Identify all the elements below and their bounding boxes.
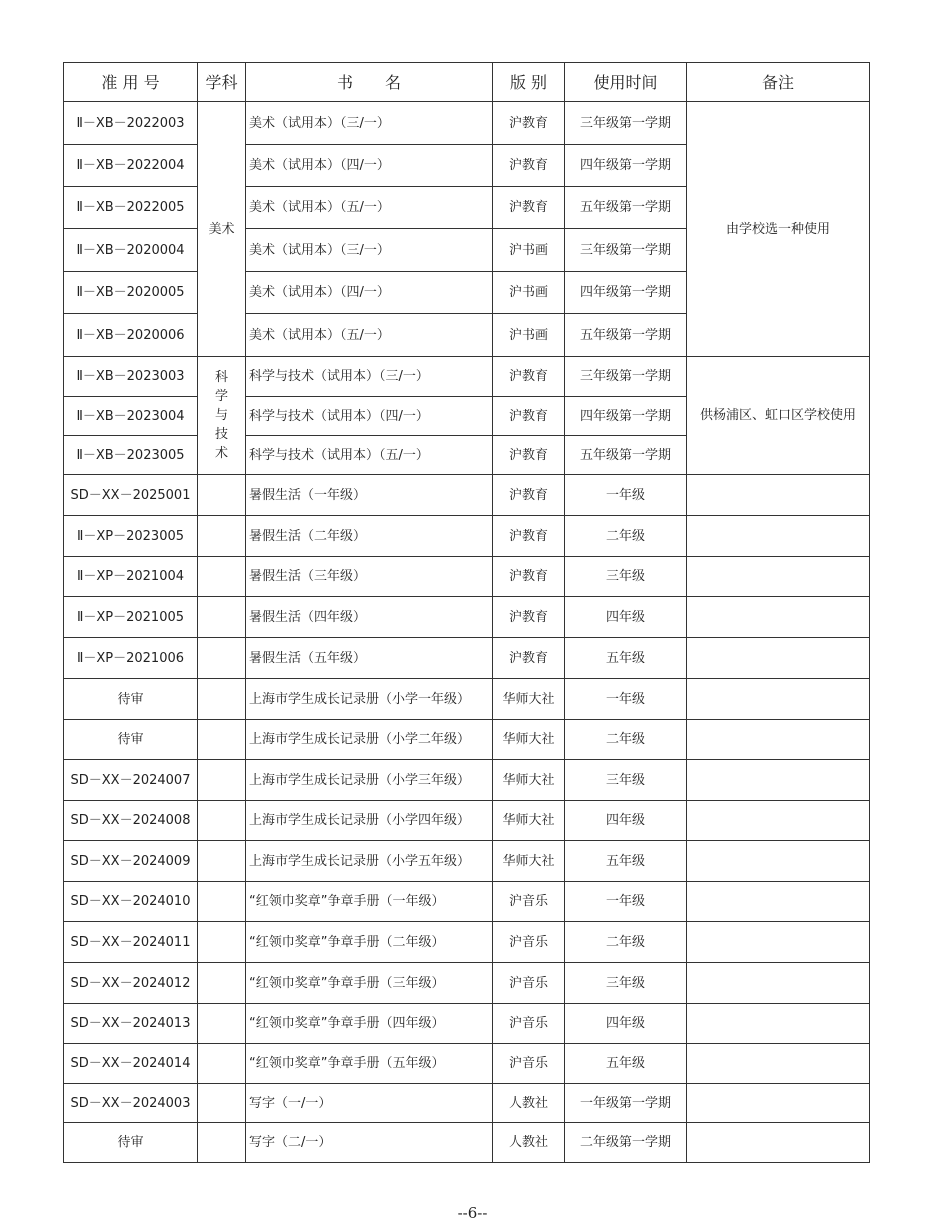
cell-code: SD－XX－2024010 [64,882,198,922]
header-title: 书 名 [246,63,493,102]
cell-time: 二年级 [565,516,687,557]
cell-title: “红领巾奖章”争章手册（五年级） [246,1044,493,1084]
cell-edition: 沪书画 [493,229,565,272]
cell-time: 五年级第一学期 [565,314,687,357]
cell-time: 三年级 [565,760,687,801]
cell-code: Ⅱ－XB－2023005 [64,436,198,475]
cell-subject [198,557,246,597]
table-row [64,679,870,720]
table-body [64,102,870,1163]
cell-subject [198,882,246,922]
cell-title: 美术（试用本）（四/一） [246,145,493,187]
cell-edition: 沪音乐 [493,963,565,1004]
cell-edition: 人教社 [493,1123,565,1163]
cell-subject [198,597,246,638]
cell-code: Ⅱ－XB－2022005 [64,187,198,229]
cell-subject: 美术 [198,102,246,357]
cell-title: 科学与技术（试用本）（五/一） [246,436,493,475]
cell-time: 三年级第一学期 [565,229,687,272]
cell-subject [198,516,246,557]
header-time: 使用时间 [565,63,687,102]
cell-title: 上海市学生成长记录册（小学四年级） [246,801,493,841]
table-row [64,720,870,760]
cell-code: Ⅱ－XB－2020005 [64,272,198,314]
cell-code: Ⅱ－XP－2021006 [64,638,198,679]
cell-edition: 沪书画 [493,314,565,357]
cell-subject [198,475,246,516]
cell-code: SD－XX－2025001 [64,475,198,516]
header-subject: 学科 [198,63,246,102]
cell-note [687,882,870,922]
cell-note [687,963,870,1004]
cell-title: 暑假生活（三年级） [246,557,493,597]
cell-code: Ⅱ－XP－2021005 [64,597,198,638]
cell-note [687,1004,870,1044]
cell-subject [198,760,246,801]
cell-time: 四年级 [565,801,687,841]
cell-time: 五年级 [565,1044,687,1084]
cell-note [687,557,870,597]
cell-note [687,801,870,841]
cell-edition: 沪教育 [493,557,565,597]
header-edition: 版 别 [493,63,565,102]
cell-note [687,922,870,963]
cell-title: “红领巾奖章”争章手册（二年级） [246,922,493,963]
cell-edition: 沪教育 [493,187,565,229]
cell-edition: 沪音乐 [493,882,565,922]
table-row [64,760,870,801]
cell-note [687,1123,870,1163]
cell-note: 由学校选一种使用 [687,102,870,357]
cell-time: 五年级第一学期 [565,436,687,475]
cell-code: SD－XX－2024014 [64,1044,198,1084]
table-row [64,841,870,882]
cell-title: “红领巾奖章”争章手册（三年级） [246,963,493,1004]
cell-time: 四年级 [565,597,687,638]
cell-code: 待审 [64,720,198,760]
page-number: --6-- [457,1204,488,1222]
table-row [64,1044,870,1084]
cell-title: “红领巾奖章”争章手册（四年级） [246,1004,493,1044]
cell-title: 美术（试用本）（五/一） [246,187,493,229]
cell-code: SD－XX－2024013 [64,1004,198,1044]
header-row [64,63,870,102]
cell-time: 二年级 [565,720,687,760]
header-note: 备注 [687,63,870,102]
cell-subject [198,922,246,963]
table-row [64,557,870,597]
cell-code: Ⅱ－XB－2022003 [64,102,198,145]
cell-subject [198,801,246,841]
cell-note [687,841,870,882]
cell-time: 一年级第一学期 [565,1084,687,1123]
cell-time: 五年级第一学期 [565,187,687,229]
cell-note [687,597,870,638]
cell-code: SD－XX－2024012 [64,963,198,1004]
cell-edition: 沪教育 [493,475,565,516]
cell-title: 写字（二/一） [246,1123,493,1163]
table-row [64,102,870,145]
cell-note [687,516,870,557]
cell-time: 一年级 [565,475,687,516]
cell-title: 暑假生活（五年级） [246,638,493,679]
cell-edition: 沪教育 [493,145,565,187]
cell-code: Ⅱ－XP－2021004 [64,557,198,597]
cell-title: 科学与技术（试用本）（四/一） [246,397,493,436]
cell-subject [198,841,246,882]
cell-note [687,1044,870,1084]
cell-edition: 沪教育 [493,638,565,679]
cell-note [687,679,870,720]
cell-time: 三年级 [565,557,687,597]
cell-time: 一年级 [565,679,687,720]
cell-note: 供杨浦区、虹口区学校使用 [687,357,870,475]
cell-code: Ⅱ－XB－2023004 [64,397,198,436]
cell-edition: 沪教育 [493,436,565,475]
cell-note [687,720,870,760]
cell-time: 三年级 [565,963,687,1004]
cell-subject [198,1004,246,1044]
cell-subject [198,357,246,475]
cell-title: 写字（一/一） [246,1084,493,1123]
cell-edition: 华师大社 [493,679,565,720]
table-row [64,597,870,638]
cell-code: 待审 [64,1123,198,1163]
cell-time: 五年级 [565,638,687,679]
cell-subject [198,1084,246,1123]
cell-note [687,760,870,801]
cell-edition: 沪教育 [493,516,565,557]
cell-title: 上海市学生成长记录册（小学二年级） [246,720,493,760]
cell-title: 上海市学生成长记录册（小学五年级） [246,841,493,882]
cell-code: Ⅱ－XB－2022004 [64,145,198,187]
cell-title: 暑假生活（一年级） [246,475,493,516]
cell-time: 四年级第一学期 [565,397,687,436]
cell-edition: 华师大社 [493,720,565,760]
table-row [64,1084,870,1123]
cell-title: 暑假生活（四年级） [246,597,493,638]
cell-title: 科学与技术（试用本）（三/一） [246,357,493,397]
table-row [64,357,870,397]
table-row [64,1004,870,1044]
cell-title: 美术（试用本）（三/一） [246,102,493,145]
cell-time: 三年级第一学期 [565,357,687,397]
table-row [64,922,870,963]
table-row [64,516,870,557]
table-row [64,963,870,1004]
cell-edition: 华师大社 [493,760,565,801]
cell-title: 上海市学生成长记录册（小学一年级） [246,679,493,720]
cell-edition: 沪音乐 [493,1004,565,1044]
cell-edition: 沪教育 [493,397,565,436]
cell-code: Ⅱ－XB－2020006 [64,314,198,357]
header-code: 准 用 号 [64,63,198,102]
cell-edition: 人教社 [493,1084,565,1123]
cell-time: 四年级第一学期 [565,272,687,314]
cell-title: 上海市学生成长记录册（小学三年级） [246,760,493,801]
cell-title: “红领巾奖章”争章手册（一年级） [246,882,493,922]
cell-title: 美术（试用本）（五/一） [246,314,493,357]
table-row [64,1123,870,1163]
cell-subject [198,1123,246,1163]
textbook-table [63,62,870,1163]
table-row [64,638,870,679]
cell-note [687,638,870,679]
subject-label: 科学与技术 [215,370,229,461]
cell-subject [198,679,246,720]
cell-subject [198,720,246,760]
cell-edition: 华师大社 [493,801,565,841]
cell-title: 美术（试用本）（四/一） [246,272,493,314]
cell-code: Ⅱ－XP－2023005 [64,516,198,557]
cell-edition: 沪书画 [493,272,565,314]
cell-code: Ⅱ－XB－2020004 [64,229,198,272]
cell-time: 四年级第一学期 [565,145,687,187]
cell-code: SD－XX－2024011 [64,922,198,963]
cell-code: SD－XX－2024008 [64,801,198,841]
cell-edition: 华师大社 [493,841,565,882]
cell-title: 暑假生活（二年级） [246,516,493,557]
cell-code: SD－XX－2024007 [64,760,198,801]
table-row [64,801,870,841]
cell-code: SD－XX－2024003 [64,1084,198,1123]
cell-edition: 沪教育 [493,102,565,145]
cell-time: 一年级 [565,882,687,922]
cell-edition: 沪音乐 [493,922,565,963]
cell-time: 二年级第一学期 [565,1123,687,1163]
cell-time: 五年级 [565,841,687,882]
cell-subject [198,963,246,1004]
cell-edition: 沪教育 [493,597,565,638]
cell-edition: 沪音乐 [493,1044,565,1084]
cell-subject [198,1044,246,1084]
cell-edition: 沪教育 [493,357,565,397]
cell-time: 三年级第一学期 [565,102,687,145]
cell-note [687,1084,870,1123]
cell-time: 四年级 [565,1004,687,1044]
cell-time: 二年级 [565,922,687,963]
cell-code: Ⅱ－XB－2023003 [64,357,198,397]
cell-code: 待审 [64,679,198,720]
cell-note [687,475,870,516]
cell-code: SD－XX－2024009 [64,841,198,882]
cell-title: 美术（试用本）（三/一） [246,229,493,272]
table-row [64,475,870,516]
cell-subject [198,638,246,679]
table-row [64,882,870,922]
